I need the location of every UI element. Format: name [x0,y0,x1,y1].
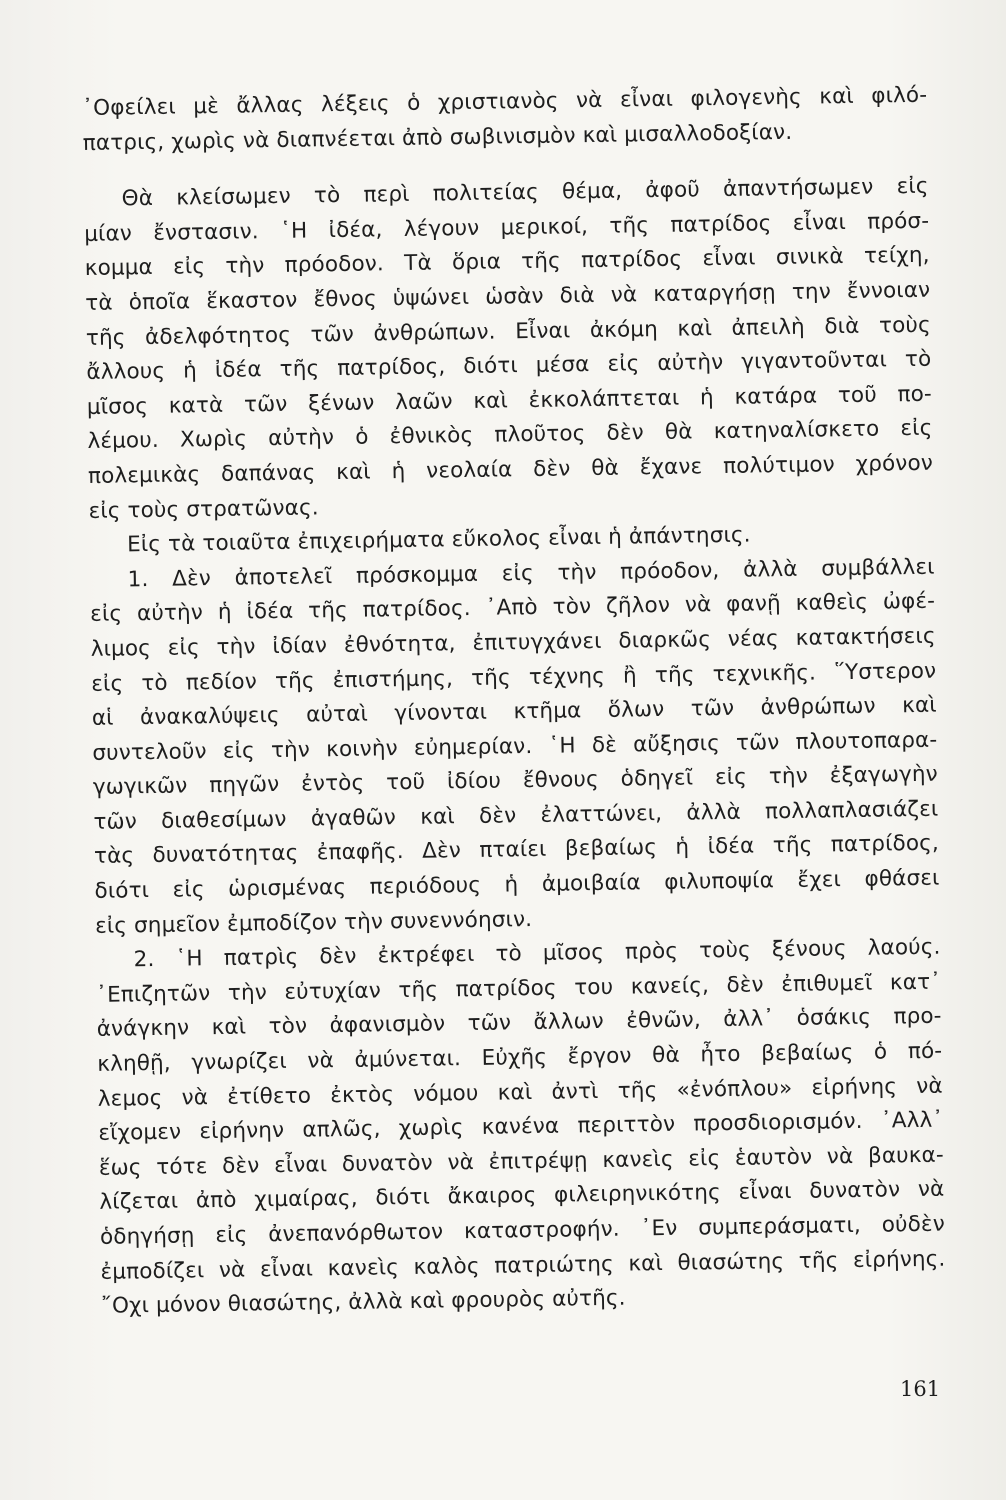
text-line: λίζεται ἀπὸ χιμαίρας, διότι ἄκαιρος φιλειρηνικότης εἶναι δυνατὸν νὰ [99,1176,945,1216]
text-line: πολεμικὰς δαπάνας καὶ ἡ νεολαία δὲν θὰ ἔχανε πολύτιμον χρόνον [87,450,934,489]
text-line: διότι εἰς ὡρισμένας περιόδους ἡ ἀμοιβαία φιλυποψία ἔχει φθάσει [94,865,940,904]
text-line: εἰς τὸ πεδίον τῆς ἐπιστήμης, τῆς τέχνης ἢ τῆς τεχνικῆς. ῞Υστερον [91,658,937,697]
text-line: αἱ ἀνακαλύψεις αὐταὶ γίνονται κτῆμα ὅλων τῶν ἀνθρώπων καὶ [91,692,937,732]
text-line: κληθῇ, γνωρίζει νὰ ἀμύνεται. Εὐχῆς ἔργον θὰ ἦτο βεβαίως ὁ πό- [97,1038,943,1077]
text-line: τὰ ὁποῖα ἕκαστον ἔθνος ὑψώνει ὡσὰν διὰ νὰ καταργήσῃ την ἔννοιαν [85,277,931,316]
text-line: μῖσος κατὰ τῶν ξένων λαῶν καὶ ἐκκολάπτεται ἡ κατάρα τοῦ πο- [86,381,933,420]
text-line: τῶν διαθεσίμων ἀγαθῶν καὶ δὲν ἐλαττώνει, ἀλλὰ πολλαπλασιάζει [93,796,939,835]
text-line: γωγικῶν πηγῶν ἐντὸς τοῦ ἰδίου ἔθνους ὁδηγεῖ εἰς τὴν ἐξαγωγὴν [92,761,939,801]
text-line: ῎Οχι μόνον θιασώτης, ἀλλὰ καὶ φρουρὸς αὐτῆς. [100,1285,626,1320]
text-line: εἰς σημεῖον ἐμποδίζον τὴν συνεννόησιν. [94,906,533,939]
text-line: λέμου. Χωρὶς αὐτὴν ὁ ἐθνικὸς πλοῦτος δὲν θὰ κατηναλίσκετο εἰς [87,416,933,455]
text-line: τῆς ἀδελφότητος τῶν ἀνθρώπων. Εἶναι ἀκόμη καὶ ἀπειλὴ διὰ τοὺς [85,312,931,351]
text-line: ᾿Επιζητῶν τὴν εὐτυχίαν τῆς πατρίδος του κανείς, δὲν ἐπιθυμεῖ κατ᾿ [95,969,942,1008]
text-line: ὁδηγήσῃ εἰς ἀνεπανόρθωτον καταστροφήν. ᾿Εν συμπεράσματι, οὐδὲν [99,1211,946,1250]
text-line: τὰς δυνατότητας ἐπαφῆς. Δὲν πταίει βεβαίως ἡ ἰδέα τῆς πατρίδος, [93,831,940,870]
text-line: συντελοῦν εἰς τὴν κοινὴν εὐημερίαν. ῾Η δὲ αὔξησις τῶν πλουτοπαρα- [92,727,938,766]
text-line: ἀνάγκην καὶ τὸν ἀφανισμὸν τῶν ἄλλων ἐθνῶν, ἀλλ᾿ ὁσάκις προ- [96,1004,942,1043]
paragraph-start-line: Θὰ κλείσωμεν τὸ περὶ πολιτείας θέμα, ἀφοῦ ἀπαντήσωμεν εἰς [121,173,929,212]
text-line: ἐμποδίζει νὰ εἶναι κανεὶς καλὸς πατριώτης καὶ θιασώτης τῆς εἰρήνης. [100,1246,946,1285]
text-line: ἄλλους ἡ ἰδέα τῆς πατρίδος, διότι μέσα εἰς αὐτὴν γιγαντοῦνται τὸ [86,346,932,386]
text-line: πατρις, χωρὶς νὰ διαπνέεται ἀπὸ σωβινισμὸν καὶ μισαλλοδοξίαν. [82,119,793,156]
text-line: μίαν ἔνστασιν. ῾Η ἰδέα, λέγουν μερικοί, τῆς πατρίδος εἶναι πρόσ- [84,208,930,247]
text-line: εἰς αὐτὴν ἡ ἰδέα τῆς πατρίδος. ᾿Απὸ τὸν ζῆλον νὰ φανῇ καθεὶς ὠφέ- [90,588,936,628]
paragraph-start-line: 1. Δὲν ἀποτελεῖ πρόσκομμα εἰς τὴν πρόοδον, ἀλλὰ συμβάλλει [127,554,935,593]
text-line: κομμα εἰς τὴν πρόοδον. Τὰ ὅρια τῆς πατρίδος εἶναι σινικὰ τείχη, [84,243,930,282]
paragraph-start-line: 2. ῾Η πατρὶς δὲν ἐκτρέφει τὸ μῖσος πρὸς τοὺς ξένους λαούς. [133,934,941,973]
page-number: 161 [900,1377,941,1401]
text-line: ᾿Οφείλει μὲ ἄλλας λέξεις ὁ χριστιανὸς νὰ εἶναι φιλογενὴς καὶ φιλό- [82,82,928,121]
text-line: λιμος εἰς τὴν ἰδίαν ἐθνότητα, ἐπιτυγχάνει διαρκῶς νέας κατακτήσεις [90,623,936,662]
text-line: ἕως τότε δὲν εἶναι δυνατὸν νὰ ἐπιτρέψῃ κανεὶς εἰς ἑαυτὸν νὰ βαυκα- [98,1142,944,1181]
text-line: εἴχομεν εἰρήνην απλῶς, χωρὶς κανένα περιττὸν προσδιορισμόν. ᾿Αλλ᾿ [98,1107,944,1147]
text-line: λεμος νὰ ἐτίθετο ἐκτὸς νόμου καὶ ἀντὶ τῆς «ἐνόπλου» εἰρήνης νὰ [97,1073,943,1112]
body-text [82,79,946,1325]
paragraph-start-line: Εἰς τὰ τοιαῦτα ἐπιχειρήματα εὔκολος εἶναι ἡ ἀπάντησις. [126,522,751,558]
text-line: εἰς τοὺς στρατῶνας. [88,494,319,524]
